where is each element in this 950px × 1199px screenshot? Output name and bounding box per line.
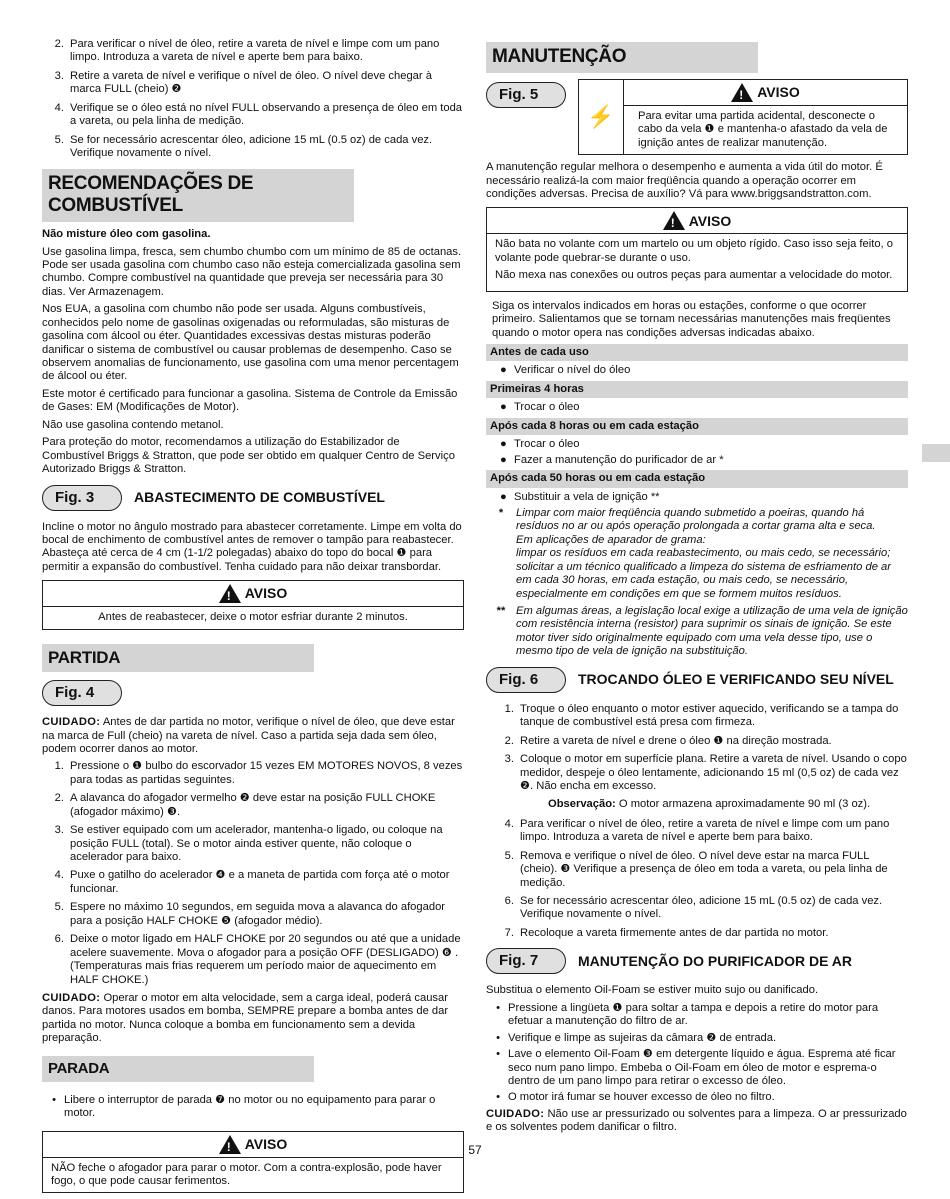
- step-number: 1.: [54, 760, 64, 773]
- step-number: 6.: [504, 895, 514, 908]
- list-item: [42, 1094, 464, 1121]
- right-column: [486, 42, 908, 1139]
- warning-body: [487, 234, 907, 290]
- observation-text: O motor armazena aproximadamente 90 ml (3 oz).: [615, 798, 871, 811]
- footnote-mark: *: [498, 506, 504, 519]
- list-item: [486, 1091, 908, 1104]
- fuel-section-title: RECOMENDAÇÕES DE COMBUSTÍVEL: [42, 169, 354, 223]
- warning-title: AVISO: [757, 83, 800, 100]
- schedule-heading: Após cada 50 horas ou em cada estação: [486, 470, 908, 487]
- bullet-text: Verifique e limpe as sujeiras da câmara ❷ de entrada.: [508, 1031, 777, 1044]
- step-text: Para verificar o nível de óleo, retire a vareta de nível e limpe com um pano limpo. Introduza a vareta de nível e aperte bem para baixo.: [70, 38, 440, 64]
- footnote-text: Em algumas áreas, a legislação local exige a utilização de uma vela de ignição com resistência interna (resistor) para suprimir os sinais de ignição. Se este motor tiver sido originalmente equipado com uma vela desse tipo, use o mesmo tipo de vela de ignição na substituição.: [516, 605, 908, 658]
- list-item: [42, 792, 464, 819]
- list-item: [492, 703, 908, 730]
- list-item: [492, 895, 908, 922]
- warning-box: [578, 79, 908, 155]
- fuel-paragraph: Este motor é certificado para funcionar a gasolina. Sistema de Controle da Emissão de Gases: EM (Modificações de Motor).: [42, 387, 458, 414]
- list-item: [42, 869, 464, 896]
- step-text: Retire a vareta de nível e verifique o nível de óleo. O nível deve chegar à marca FULL (cheio) ❷: [70, 69, 432, 96]
- list-item: [486, 1032, 908, 1045]
- step-number: 2.: [54, 792, 64, 805]
- stop-section-title: PARADA: [42, 1056, 314, 1082]
- bullet-text: Pressione a lingüeta ❶ para soltar a tampa e depois a retire do motor para efetuar a manutenção do filtro de ar.: [508, 1001, 879, 1028]
- list-item: [42, 760, 464, 787]
- warning-title: AVISO: [244, 585, 288, 602]
- step-number: 3.: [504, 753, 514, 766]
- footnote-subline: solicitar a um técnico qualificado a limpeza do sistema de esfriamento de ar em cada 30 horas, em cada estação, ou mais cedo, se necessário, especialmente em condições em que se formem muitos resíduos.: [516, 560, 891, 600]
- step-number: 7.: [504, 926, 514, 939]
- step-text: Recoloque a vareta firmemente antes de dar partida no motor.: [520, 926, 829, 939]
- step-number: 2.: [54, 38, 64, 50]
- page-number: 57: [468, 1143, 482, 1157]
- fuel-warning-bold: Não misture óleo com gasolina.: [42, 228, 211, 241]
- warning-text: NÃO feche o afogador para parar o motor. Com a contra-explosão, pode haver fogo, o que pode causar ferimentos.: [51, 1161, 442, 1188]
- list-item: [486, 1048, 908, 1088]
- fig-title: ABASTECIMENTO DE COMBUSTÍVEL: [134, 489, 385, 506]
- fig-label: Fig. 6: [486, 667, 566, 693]
- bullet-text: O motor irá fumar se houver excesso de óleo no filtro.: [508, 1091, 775, 1104]
- fuel-fill-text: Incline o motor no ângulo mostrado para abastecer corretamente. Limpe em volta do bocal de enchimento de combustível antes de remover o tampão para reabastecer. Abasteça até cerca de 4 cm (1-1/2 polegadas) abaixo do topo do bocal ❶ para permitir a expansão do combustível. Tenha cuidado para não deixar transbordar.: [42, 520, 462, 573]
- footnote: [486, 507, 908, 601]
- step-text: Pressione o ❶ bulbo do escorvador 15 vezes EM MOTORES NOVOS, 8 vezes para todas as partidas seguintes.: [70, 760, 463, 786]
- schedule-item-text: Verificar o nível do óleo: [514, 364, 631, 377]
- step-text: Se for necessário acrescentar óleo, adicione 15 mL (0.5 oz) de cada vez. Verifique novamente o nível.: [70, 133, 433, 160]
- warning-text: Antes de reabastecer, deixe o motor esfriar durante 2 minutos.: [98, 611, 408, 624]
- schedule-item: [486, 400, 908, 415]
- schedule-intro: Siga os intervalos indicados em horas ou estações, conforme o que ocorrer primeiro. Salientamos que se tornam necessárias manutenções mais freqüentes quando o motor opera nas condições adversas indicadas abaixo.: [492, 299, 891, 339]
- caution-text: Antes de dar partida no motor, verifique o nível de óleo, que deve estar na marca de Full (cheio) na vareta de nível. Caso a partida seja dada sem óleo, podem ocorrer danos ao motor.: [42, 716, 455, 755]
- list-item: [492, 850, 908, 890]
- warning-icon: !: [663, 211, 685, 230]
- step-text: A alavanca do afogador vermelho ❷ deve estar na posição FULL CHOKE (afogador máximo) ❸.: [70, 792, 436, 818]
- list-item: [486, 1002, 908, 1029]
- list-item: [42, 134, 464, 161]
- start-section-title: PARTIDA: [42, 644, 314, 672]
- warning-icon: !: [219, 584, 241, 603]
- list-item: [492, 753, 908, 793]
- warning-line: Não mexa nas conexões ou outros peças para aumentar a velocidade do motor.: [495, 269, 893, 282]
- bullet-icon: •: [496, 1048, 500, 1061]
- schedule-item-text: Fazer a manutenção do purificador de ar *: [514, 453, 724, 466]
- fig6-header: [486, 667, 908, 693]
- caution-text: Não use ar pressurizado ou solventes para a limpeza. O ar pressurizado e os solventes podem danificar o filtro.: [486, 1107, 907, 1134]
- footnote: [486, 605, 908, 659]
- step-number: 5.: [504, 849, 514, 862]
- step-text: Coloque o motor em superfície plana. Retire a vareta de nível. Usando o copo medidor, despeje o óleo lentamente, adicionando 15 ml (0,5 oz) de cada vez ❷. Não encha em excesso.: [520, 753, 907, 792]
- fuel-paragraph: Use gasolina limpa, fresca, sem chumbo chumbo com um mínimo de 85 de octanas. Pode ser usada gasolina com chumbo caso não esteja comercializada gasolina sem chumbo. Compre combustível na quantidade que preveja ser necessária para 30 dias. Ver Armazenagem.: [42, 245, 462, 298]
- fig-title: TROCANDO ÓLEO E VERIFICANDO SEU NÍVEL: [578, 671, 894, 688]
- bullet-icon: ●: [500, 401, 507, 414]
- warning-box: [42, 1131, 464, 1194]
- spark-plug-icon: ⚡: [579, 80, 624, 154]
- bullet-icon: •: [496, 1031, 500, 1044]
- footnote-subline: Em aplicações de aparador de grama:: [516, 533, 706, 546]
- fig-label: Fig. 4: [42, 680, 122, 706]
- footnote-subline: limpar os resíduos em cada reabastecimento, ou mais cedo, se necessário;: [516, 547, 891, 560]
- fig-label: Fig. 3: [42, 485, 122, 511]
- fig-label: Fig. 5: [486, 82, 566, 108]
- bullet-icon: ●: [500, 453, 507, 466]
- warning-box: [42, 580, 464, 629]
- oil-change-steps: [486, 703, 908, 941]
- list-item: [42, 901, 464, 928]
- footnote-body: [516, 507, 908, 601]
- step-text: Se for necessário acrescentar óleo, adicione 15 mL (0.5 oz) de cada vez. Verifique novamente o nível.: [520, 895, 883, 921]
- maintenance-schedule: [486, 344, 908, 505]
- list-item: [492, 735, 908, 748]
- step-text: Se estiver equipado com um acelerador, mantenha-o ligado, ou coloque na posição FULL (total). Se o motor ainda estiver quente, não coloque o acelerador para baixo.: [70, 824, 443, 864]
- step-text: Puxe o gatilho do acelerador ❹ e a maneta de partida com força até o motor funcionar.: [70, 869, 450, 895]
- left-column: [42, 38, 464, 1199]
- warning-header: [487, 208, 907, 234]
- list-item: [492, 818, 908, 845]
- schedule-item: [486, 363, 908, 378]
- fuel-paragraph: Para proteção do motor, recomendamos a utilização do Estabilizador de Combustível Briggs & Stratton, que pode ser obtido em qualquer Centro de Serviço Autorizado Briggs & Stratton.: [42, 436, 455, 476]
- schedule-item-text: Substituir a vela de ignição **: [514, 490, 660, 503]
- list-item: [42, 70, 464, 97]
- step-number: 5.: [54, 901, 64, 914]
- caution-label: CUIDADO:: [42, 716, 101, 729]
- warning-header: [43, 581, 463, 607]
- step-text: Troque o óleo enquanto o motor estiver aquecido, verificando se a tampa do tanque de combustível está presa com firmeza.: [520, 702, 899, 729]
- observation-label: Observação:: [548, 798, 616, 811]
- start-steps: [42, 760, 464, 987]
- schedule-item-text: Trocar o óleo: [514, 401, 580, 414]
- air-filter-intro: Substitua o elemento Oil-Foam se estiver muito sujo ou danificado.: [486, 984, 819, 997]
- observation: [492, 798, 908, 811]
- warning-icon: !: [731, 83, 753, 102]
- schedule-item-text: Trocar o óleo: [514, 438, 580, 451]
- bullet-icon: •: [496, 1001, 500, 1014]
- list-item: [42, 933, 464, 987]
- step-text: Retire a vareta de nível e drene o óleo ❶ na direção mostrada.: [520, 734, 832, 747]
- step-number: 3.: [54, 69, 64, 82]
- step-number: 6.: [54, 933, 64, 946]
- fig-label: Fig. 7: [486, 948, 566, 974]
- step-number: 4.: [504, 817, 514, 830]
- step-number: 4.: [54, 101, 64, 114]
- caution-paragraph: [486, 1108, 908, 1135]
- schedule-item: [486, 453, 908, 468]
- bullet-icon: •: [52, 1093, 56, 1106]
- step-text: Para verificar o nível de óleo, retire a vareta de nível e limpe com um pano limpo. Introduza a vareta de nível e aperte bem para baixo.: [520, 817, 890, 844]
- warning-box: [486, 207, 908, 291]
- fig3-header: [42, 485, 464, 511]
- bullet-icon: •: [496, 1091, 500, 1104]
- maintenance-section-title: MANUTENÇÃO: [486, 42, 758, 73]
- caution-paragraph: [42, 716, 464, 756]
- bullet-icon: ●: [500, 438, 507, 451]
- caution-paragraph: [42, 992, 464, 1046]
- step-text: Remova e verifique o nível de óleo. O nível deve estar na marca FULL (cheio). ❸ Verifique a presença de óleo em toda a vareta, ou pela linha de medição.: [520, 849, 888, 889]
- step-text: Deixe o motor ligado em HALF CHOKE por 20 segundos ou até que a unidade acelere suavemente. Mova o afogador para a posição OFF (DESLIGADO) ❻ . (Temperaturas mais frias requerem um período maior de aquecimento em HALF CHOKE.): [70, 933, 461, 986]
- warning-line: Não bata no volante com um martelo ou um objeto rígido. Caso isso seja feito, o volante pode quebrar-se durante o uso.: [495, 238, 893, 264]
- list-item: [42, 824, 464, 864]
- bullet-icon: ●: [500, 364, 507, 377]
- step-number: 1.: [504, 702, 514, 715]
- step-text: Espere no máximo 10 segundos, em seguida mova a alavanca do afogador para a posição HALF CHOKE ❺ (afogador médio).: [70, 901, 446, 927]
- footnote-text: Limpar com maior freqüência quando submetido a poeiras, quando há resíduos no ar ou após operação prolongada a cortar grama alta e seca.: [516, 506, 876, 533]
- warning-text: Para evitar uma partida acidental, desconecte o cabo da vela ❶ e mantenha-o afastado da vela de ignição antes de realizar manutenção.: [638, 109, 888, 149]
- oil-check-steps: [42, 38, 464, 161]
- bullet-text: Lave o elemento Oil-Foam ❸ em detergente líquido e água. Esprema até ficar seco num pano limpo. Embeba o Oil-Foam em óleo de motor e esprema-o dentro de um pano limpo para retirar o excesso de óleo.: [508, 1048, 896, 1087]
- fuel-paragraph: Nos EUA, a gasolina com chumbo não pode ser usada. Alguns combustíveis, conhecidos pelo nome de gasolinas oxigenadas ou reformuladas, são misturas de gasolina com álcool ou éter. Quantidades excessivas destas misturas poderão danificar o sistema de combustível ou causar problemas de desempenho. Caso se observem anomalias de funcionamento, use gasolina com uma menor percentagem de álcool ou éter.: [42, 303, 459, 383]
- schedule-heading: Antes de cada uso: [486, 344, 908, 361]
- bullet-icon: ●: [500, 490, 507, 503]
- caution-label: CUIDADO:: [486, 1107, 545, 1120]
- list-item: [42, 38, 464, 65]
- fuel-paragraph: Não use gasolina contendo metanol.: [42, 418, 224, 431]
- list-item: [42, 102, 464, 129]
- step-number: 5.: [54, 133, 64, 146]
- fig4-header: [42, 680, 464, 706]
- step-number: 2.: [504, 734, 514, 747]
- warning-icon: !: [219, 1135, 241, 1154]
- warning-title: AVISO: [244, 1135, 288, 1152]
- caution-text: Operar o motor em alta velocidade, sem a carga ideal, poderá causar danos. Para motores usados em bomba, SEMPRE prepare a bomba antes de dar partida no motor. Nunca coloque a bomba em funcionamento sem a devida preparação.: [42, 991, 449, 1045]
- caution-label: CUIDADO:: [42, 991, 101, 1004]
- step-number: 3.: [54, 824, 64, 837]
- schedule-heading: Primeiras 4 horas: [486, 381, 908, 398]
- footnote-mark: **: [496, 605, 506, 618]
- schedule-heading: Após cada 8 horas ou em cada estação: [486, 418, 908, 435]
- fig-title: MANUTENÇÃO DO PURIFICADOR DE AR: [578, 952, 853, 969]
- warning-header: [624, 80, 907, 106]
- air-filter-bullets: [486, 1002, 908, 1105]
- fig7-header: [486, 948, 908, 974]
- bullet-text: Libere o interruptor de parada ❼ no motor ou no equipamento para parar o motor.: [64, 1093, 436, 1120]
- warning-title: AVISO: [688, 212, 732, 229]
- section-tab-marker: [922, 444, 950, 462]
- step-text: Verifique se o óleo está no nível FULL observando a presença de óleo em toda a vareta, ou pela linha de medição.: [70, 101, 463, 128]
- list-item: [492, 927, 908, 940]
- step-number: 4.: [54, 869, 64, 882]
- fig5-row: [486, 79, 908, 155]
- schedule-item: [486, 437, 908, 452]
- schedule-item: [486, 490, 908, 505]
- maintenance-paragraph: A manutenção regular melhora o desempenho e aumenta a vida útil do motor. É necessário realizá-la com maior freqüência quando a operação ocorrer em condições adversas. Precisa de auxílio? Vá para www.briggsandstratton.com.: [486, 161, 883, 200]
